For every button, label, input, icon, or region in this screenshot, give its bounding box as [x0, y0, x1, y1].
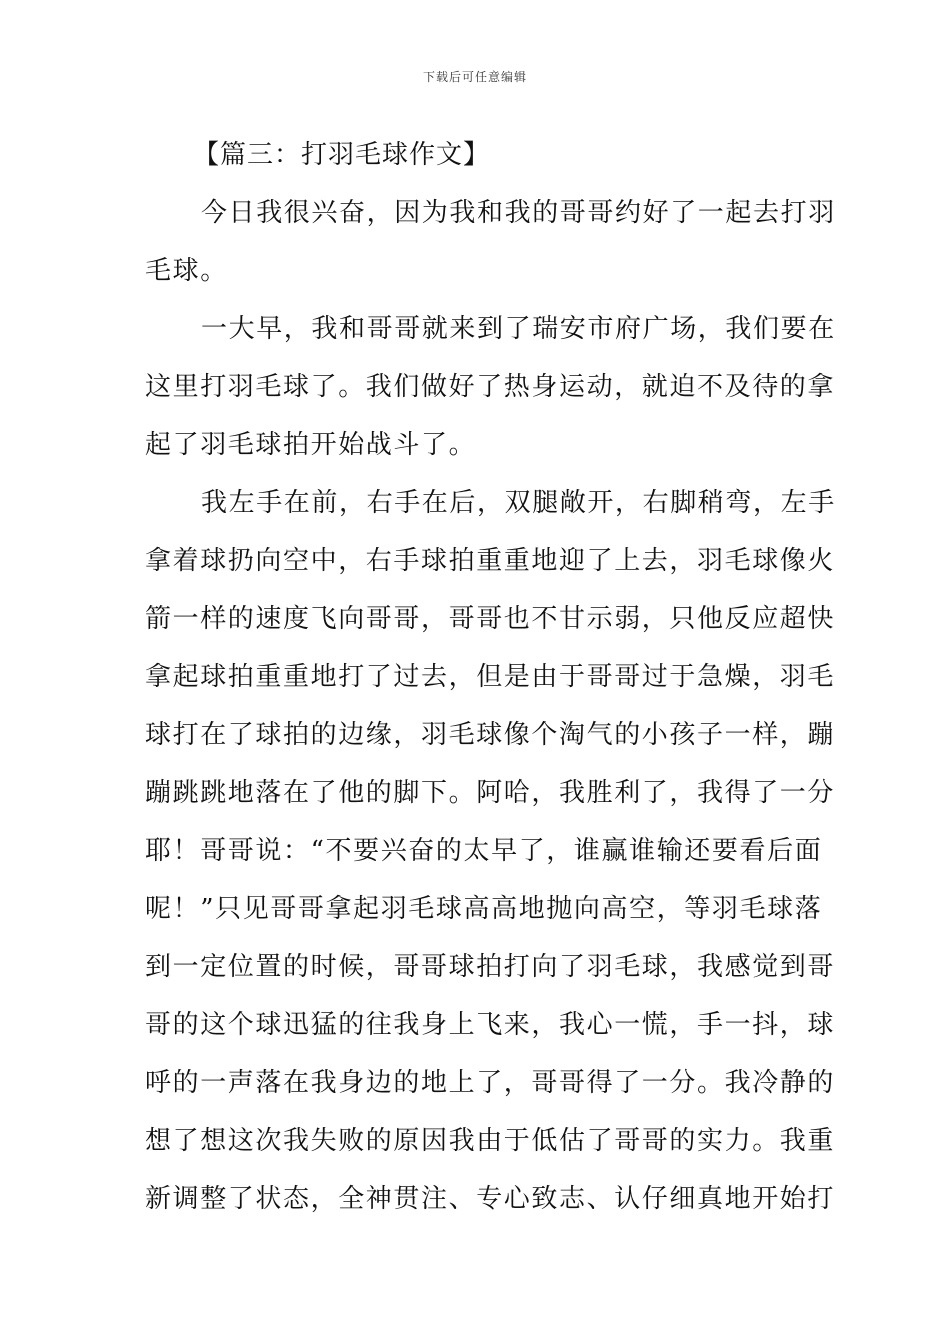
text-line: 箭一样的速度飞向哥哥，哥哥也不甘示弱，只他反应超快: [145, 604, 836, 634]
text-line: 起了羽毛球拍开始战斗了。: [145, 430, 477, 460]
text-line: 耶！哥哥说：“不要兴奋的太早了，谁赢谁输还要看后面: [145, 836, 823, 866]
text-line: 新调整了状态，全神贯注、专心致志、认仔细真地开始打: [145, 1184, 836, 1214]
text-line: 哥的这个球迅猛的往我身上飞来，我心一慌，手一抖，球: [145, 1010, 836, 1040]
text-line: 想了想这次我失败的原因我由于低估了哥哥的实力。我重: [145, 1126, 836, 1156]
paragraph-2: [145, 300, 836, 474]
text-line: 呢！”只见哥哥拿起羽毛球高高地抛向高空，等羽毛球落: [145, 894, 823, 924]
text-line: 到一定位置的时候，哥哥球拍打向了羽毛球，我感觉到哥: [145, 952, 836, 982]
text-line: 今日我很兴奋，因为我和我的哥哥约好了一起去打羽: [201, 198, 836, 228]
text-line: 呼的一声落在我身边的地上了，哥哥得了一分。我冷静的: [145, 1068, 836, 1098]
section-title: 【篇三：打羽毛球作文】: [193, 140, 491, 170]
paragraph-3: [145, 474, 836, 1228]
text-line: 这里打羽毛球了。我们做好了热身运动，就迫不及待的拿: [145, 372, 836, 402]
text-line: 蹦跳跳地落在了他的脚下。阿哈，我胜利了，我得了一分: [145, 778, 836, 808]
text-line: 球打在了球拍的边缘，羽毛球像个淘气的小孩子一样，蹦: [145, 720, 836, 750]
text-line: 拿着球扔向空中，右手球拍重重地迎了上去，羽毛球像火: [145, 546, 836, 576]
paragraph-1: [145, 184, 836, 300]
text-line: 拿起球拍重重地打了过去，但是由于哥哥过于急燥，羽毛: [145, 662, 836, 692]
text-line: 我左手在前，右手在后，双腿敞开，右脚稍弯，左手: [201, 488, 836, 518]
page-header-note: 下载后可任意编辑: [422, 70, 527, 84]
text-line: 一大早，我和哥哥就来到了瑞安市府广场，我们要在: [201, 314, 836, 344]
text-line: 毛球。: [145, 256, 228, 286]
document-body: [145, 126, 836, 1228]
